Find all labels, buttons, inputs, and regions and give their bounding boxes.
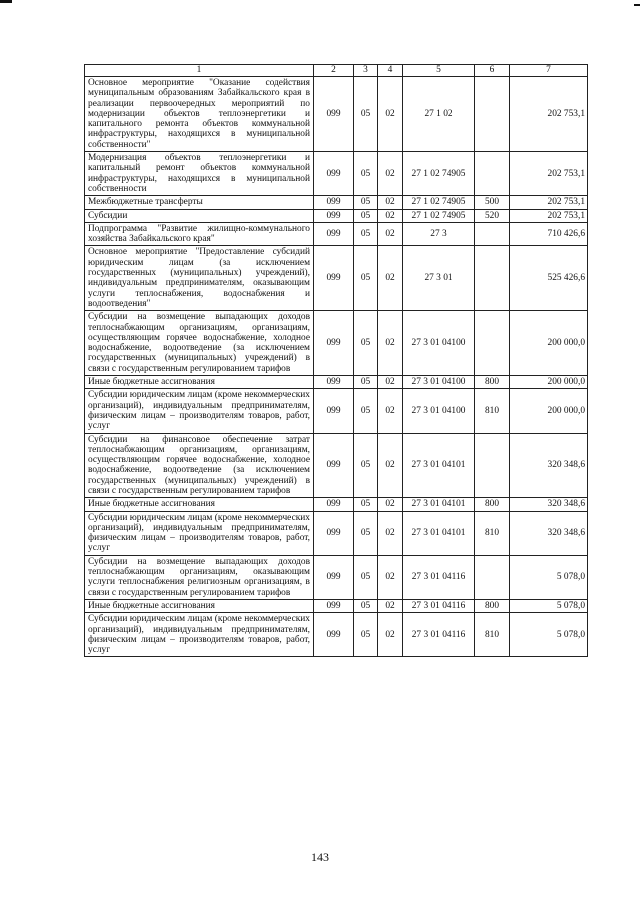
cell-target-article: 27 3 01 04116 xyxy=(403,599,475,612)
cell-target-article: 27 1 02 74905 xyxy=(403,152,475,196)
cell-expense-type xyxy=(475,246,510,311)
cell-section-code: 05 xyxy=(354,77,378,152)
cell-grbs-code: 099 xyxy=(314,209,354,222)
column-header: 3 xyxy=(354,65,378,77)
cell-target-article: 27 3 01 04101 xyxy=(403,433,475,498)
cell-expense-type: 800 xyxy=(475,376,510,389)
cell-section-code: 05 xyxy=(354,433,378,498)
table-row xyxy=(85,376,588,389)
cell-expense-type: 810 xyxy=(475,613,510,657)
cell-amount: 202 753,1 xyxy=(510,209,588,222)
cell-target-article: 27 3 01 04100 xyxy=(403,311,475,376)
cell-name: Основное мероприятие "Оказание содействия муниципальным образованиям Забайкальского края в реализации первоочередных мероприятий по модернизации объектов теплоэнергетики и капитального ремонта объектов коммунальной инфраструктуры, находящихся в муниципальной собственности" xyxy=(85,77,314,152)
cell-expense-type: 800 xyxy=(475,498,510,511)
table-row xyxy=(85,77,588,152)
cell-section-code: 05 xyxy=(354,555,378,599)
cell-name: Подпрограмма "Развитие жилищно-коммунального хозяйства Забайкальского края" xyxy=(85,222,314,246)
cell-section-code: 05 xyxy=(354,311,378,376)
column-header: 4 xyxy=(378,65,403,77)
cell-grbs-code: 099 xyxy=(314,498,354,511)
cell-grbs-code: 099 xyxy=(314,433,354,498)
cell-target-article: 27 1 02 xyxy=(403,77,475,152)
cell-name: Межбюджетные трансферты xyxy=(85,196,314,209)
table-row xyxy=(85,209,588,222)
cell-subsection-code: 02 xyxy=(378,433,403,498)
scan-corner-mark xyxy=(0,0,12,3)
table-row xyxy=(85,196,588,209)
cell-name: Субсидии юридическим лицам (кроме некоммерческих организаций), индивидуальным предпринимателям, физическим лицам – производителям товаров, работ, услуг xyxy=(85,613,314,657)
cell-target-article: 27 3 01 04116 xyxy=(403,613,475,657)
cell-name: Субсидии на финансовое обеспечение затрат теплоснабжающим организациям, организациям, осуществляющим горячее водоснабжение, холодное водоснабжение, водоотведение (за исключением государственных (муниципальных) учреждений) в связи с государственным регулированием тарифов xyxy=(85,433,314,498)
cell-grbs-code: 099 xyxy=(314,555,354,599)
cell-subsection-code: 02 xyxy=(378,222,403,246)
cell-amount: 320 348,6 xyxy=(510,433,588,498)
cell-amount: 5 078,0 xyxy=(510,555,588,599)
cell-section-code: 05 xyxy=(354,246,378,311)
cell-name: Субсидии на возмещение выпадающих доходов теплоснабжающим организациям, организациям, осуществляющим горячее водоснабжение, холодное водоснабжение, водоотведение (за исключением государственных (муниципальных) учреждений) в связи с государственным регулированием тарифов xyxy=(85,311,314,376)
cell-subsection-code: 02 xyxy=(378,613,403,657)
cell-expense-type xyxy=(475,555,510,599)
cell-subsection-code: 02 xyxy=(378,555,403,599)
cell-name: Иные бюджетные ассигнования xyxy=(85,599,314,612)
cell-expense-type xyxy=(475,311,510,376)
cell-name: Модернизация объектов теплоэнергетики и капитальный ремонт объектов коммунальной инфраструктуры, находящихся в муниципальной собственности xyxy=(85,152,314,196)
cell-subsection-code: 02 xyxy=(378,389,403,433)
cell-section-code: 05 xyxy=(354,599,378,612)
cell-amount: 200 000,0 xyxy=(510,376,588,389)
cell-section-code: 05 xyxy=(354,196,378,209)
cell-expense-type: 800 xyxy=(475,599,510,612)
table-row xyxy=(85,613,588,657)
cell-target-article: 27 3 xyxy=(403,222,475,246)
table-row xyxy=(85,152,588,196)
cell-expense-type: 810 xyxy=(475,511,510,555)
cell-target-article: 27 3 01 04100 xyxy=(403,389,475,433)
cell-subsection-code: 02 xyxy=(378,311,403,376)
cell-expense-type: 810 xyxy=(475,389,510,433)
cell-amount: 202 753,1 xyxy=(510,196,588,209)
page-number: 143 xyxy=(311,850,329,864)
cell-subsection-code: 02 xyxy=(378,498,403,511)
cell-amount: 320 348,6 xyxy=(510,511,588,555)
cell-expense-type: 500 xyxy=(475,196,510,209)
cell-section-code: 05 xyxy=(354,152,378,196)
cell-section-code: 05 xyxy=(354,376,378,389)
cell-target-article: 27 3 01 04101 xyxy=(403,498,475,511)
cell-section-code: 05 xyxy=(354,613,378,657)
column-header: 7 xyxy=(510,65,588,77)
cell-section-code: 05 xyxy=(354,389,378,433)
cell-name: Основное мероприятие "Предоставление субсидий юридическим лицам (за исключением государственных (муниципальных) учреждений), индивидуальным предпринимателям, оказывающим услуги теплоснабжения, водоснабжения и водоотведения" xyxy=(85,246,314,311)
cell-amount: 202 753,1 xyxy=(510,152,588,196)
cell-expense-type xyxy=(475,222,510,246)
cell-subsection-code: 02 xyxy=(378,196,403,209)
cell-subsection-code: 02 xyxy=(378,599,403,612)
cell-expense-type xyxy=(475,152,510,196)
cell-grbs-code: 099 xyxy=(314,599,354,612)
cell-section-code: 05 xyxy=(354,498,378,511)
cell-amount: 200 000,0 xyxy=(510,311,588,376)
column-header: 1 xyxy=(85,65,314,77)
cell-target-article: 27 3 01 xyxy=(403,246,475,311)
cell-amount: 525 426,6 xyxy=(510,246,588,311)
cell-subsection-code: 02 xyxy=(378,246,403,311)
cell-target-article: 27 1 02 74905 xyxy=(403,196,475,209)
cell-grbs-code: 099 xyxy=(314,311,354,376)
cell-name: Субсидии юридическим лицам (кроме некоммерческих организаций), индивидуальным предпринимателям, физическим лицам – производителям товаров, работ, услуг xyxy=(85,511,314,555)
scan-edge-mark xyxy=(634,4,640,6)
cell-name: Субсидии юридическим лицам (кроме некоммерческих организаций), индивидуальным предпринимателям, физическим лицам – производителям товаров, работ, услуг xyxy=(85,389,314,433)
table-row xyxy=(85,311,588,376)
cell-expense-type: 520 xyxy=(475,209,510,222)
cell-name: Иные бюджетные ассигнования xyxy=(85,376,314,389)
cell-subsection-code: 02 xyxy=(378,376,403,389)
column-header: 5 xyxy=(403,65,475,77)
cell-grbs-code: 099 xyxy=(314,77,354,152)
cell-subsection-code: 02 xyxy=(378,77,403,152)
cell-subsection-code: 02 xyxy=(378,511,403,555)
cell-target-article: 27 1 02 74905 xyxy=(403,209,475,222)
cell-grbs-code: 099 xyxy=(314,511,354,555)
cell-expense-type xyxy=(475,77,510,152)
cell-subsection-code: 02 xyxy=(378,152,403,196)
cell-grbs-code: 099 xyxy=(314,389,354,433)
cell-target-article: 27 3 01 04101 xyxy=(403,511,475,555)
cell-subsection-code: 02 xyxy=(378,209,403,222)
cell-grbs-code: 099 xyxy=(314,376,354,389)
table-row xyxy=(85,498,588,511)
cell-name: Иные бюджетные ассигнования xyxy=(85,498,314,511)
cell-target-article: 27 3 01 04116 xyxy=(403,555,475,599)
table-row xyxy=(85,555,588,599)
cell-name: Субсидии на возмещение выпадающих доходов теплоснабжающим организациям, оказывающим услуги теплоснабжения религиозным организациям, в связи с государственным регулированием тарифов xyxy=(85,555,314,599)
cell-amount: 202 753,1 xyxy=(510,77,588,152)
table-header-row xyxy=(85,65,588,77)
cell-expense-type xyxy=(475,433,510,498)
table-row xyxy=(85,222,588,246)
table-row xyxy=(85,433,588,498)
column-header: 2 xyxy=(314,65,354,77)
table-row xyxy=(85,389,588,433)
cell-amount: 5 078,0 xyxy=(510,599,588,612)
cell-grbs-code: 099 xyxy=(314,196,354,209)
cell-grbs-code: 099 xyxy=(314,613,354,657)
cell-section-code: 05 xyxy=(354,222,378,246)
cell-section-code: 05 xyxy=(354,511,378,555)
cell-amount: 710 426,6 xyxy=(510,222,588,246)
cell-grbs-code: 099 xyxy=(314,246,354,311)
cell-amount: 5 078,0 xyxy=(510,613,588,657)
table-row xyxy=(85,246,588,311)
table-row xyxy=(85,599,588,612)
cell-name: Субсидии xyxy=(85,209,314,222)
cell-section-code: 05 xyxy=(354,209,378,222)
cell-grbs-code: 099 xyxy=(314,222,354,246)
cell-amount: 200 000,0 xyxy=(510,389,588,433)
cell-target-article: 27 3 01 04100 xyxy=(403,376,475,389)
column-header: 6 xyxy=(475,65,510,77)
table-body xyxy=(85,65,588,657)
budget-table xyxy=(84,64,588,657)
cell-amount: 320 348,6 xyxy=(510,498,588,511)
cell-grbs-code: 099 xyxy=(314,152,354,196)
table-row xyxy=(85,511,588,555)
